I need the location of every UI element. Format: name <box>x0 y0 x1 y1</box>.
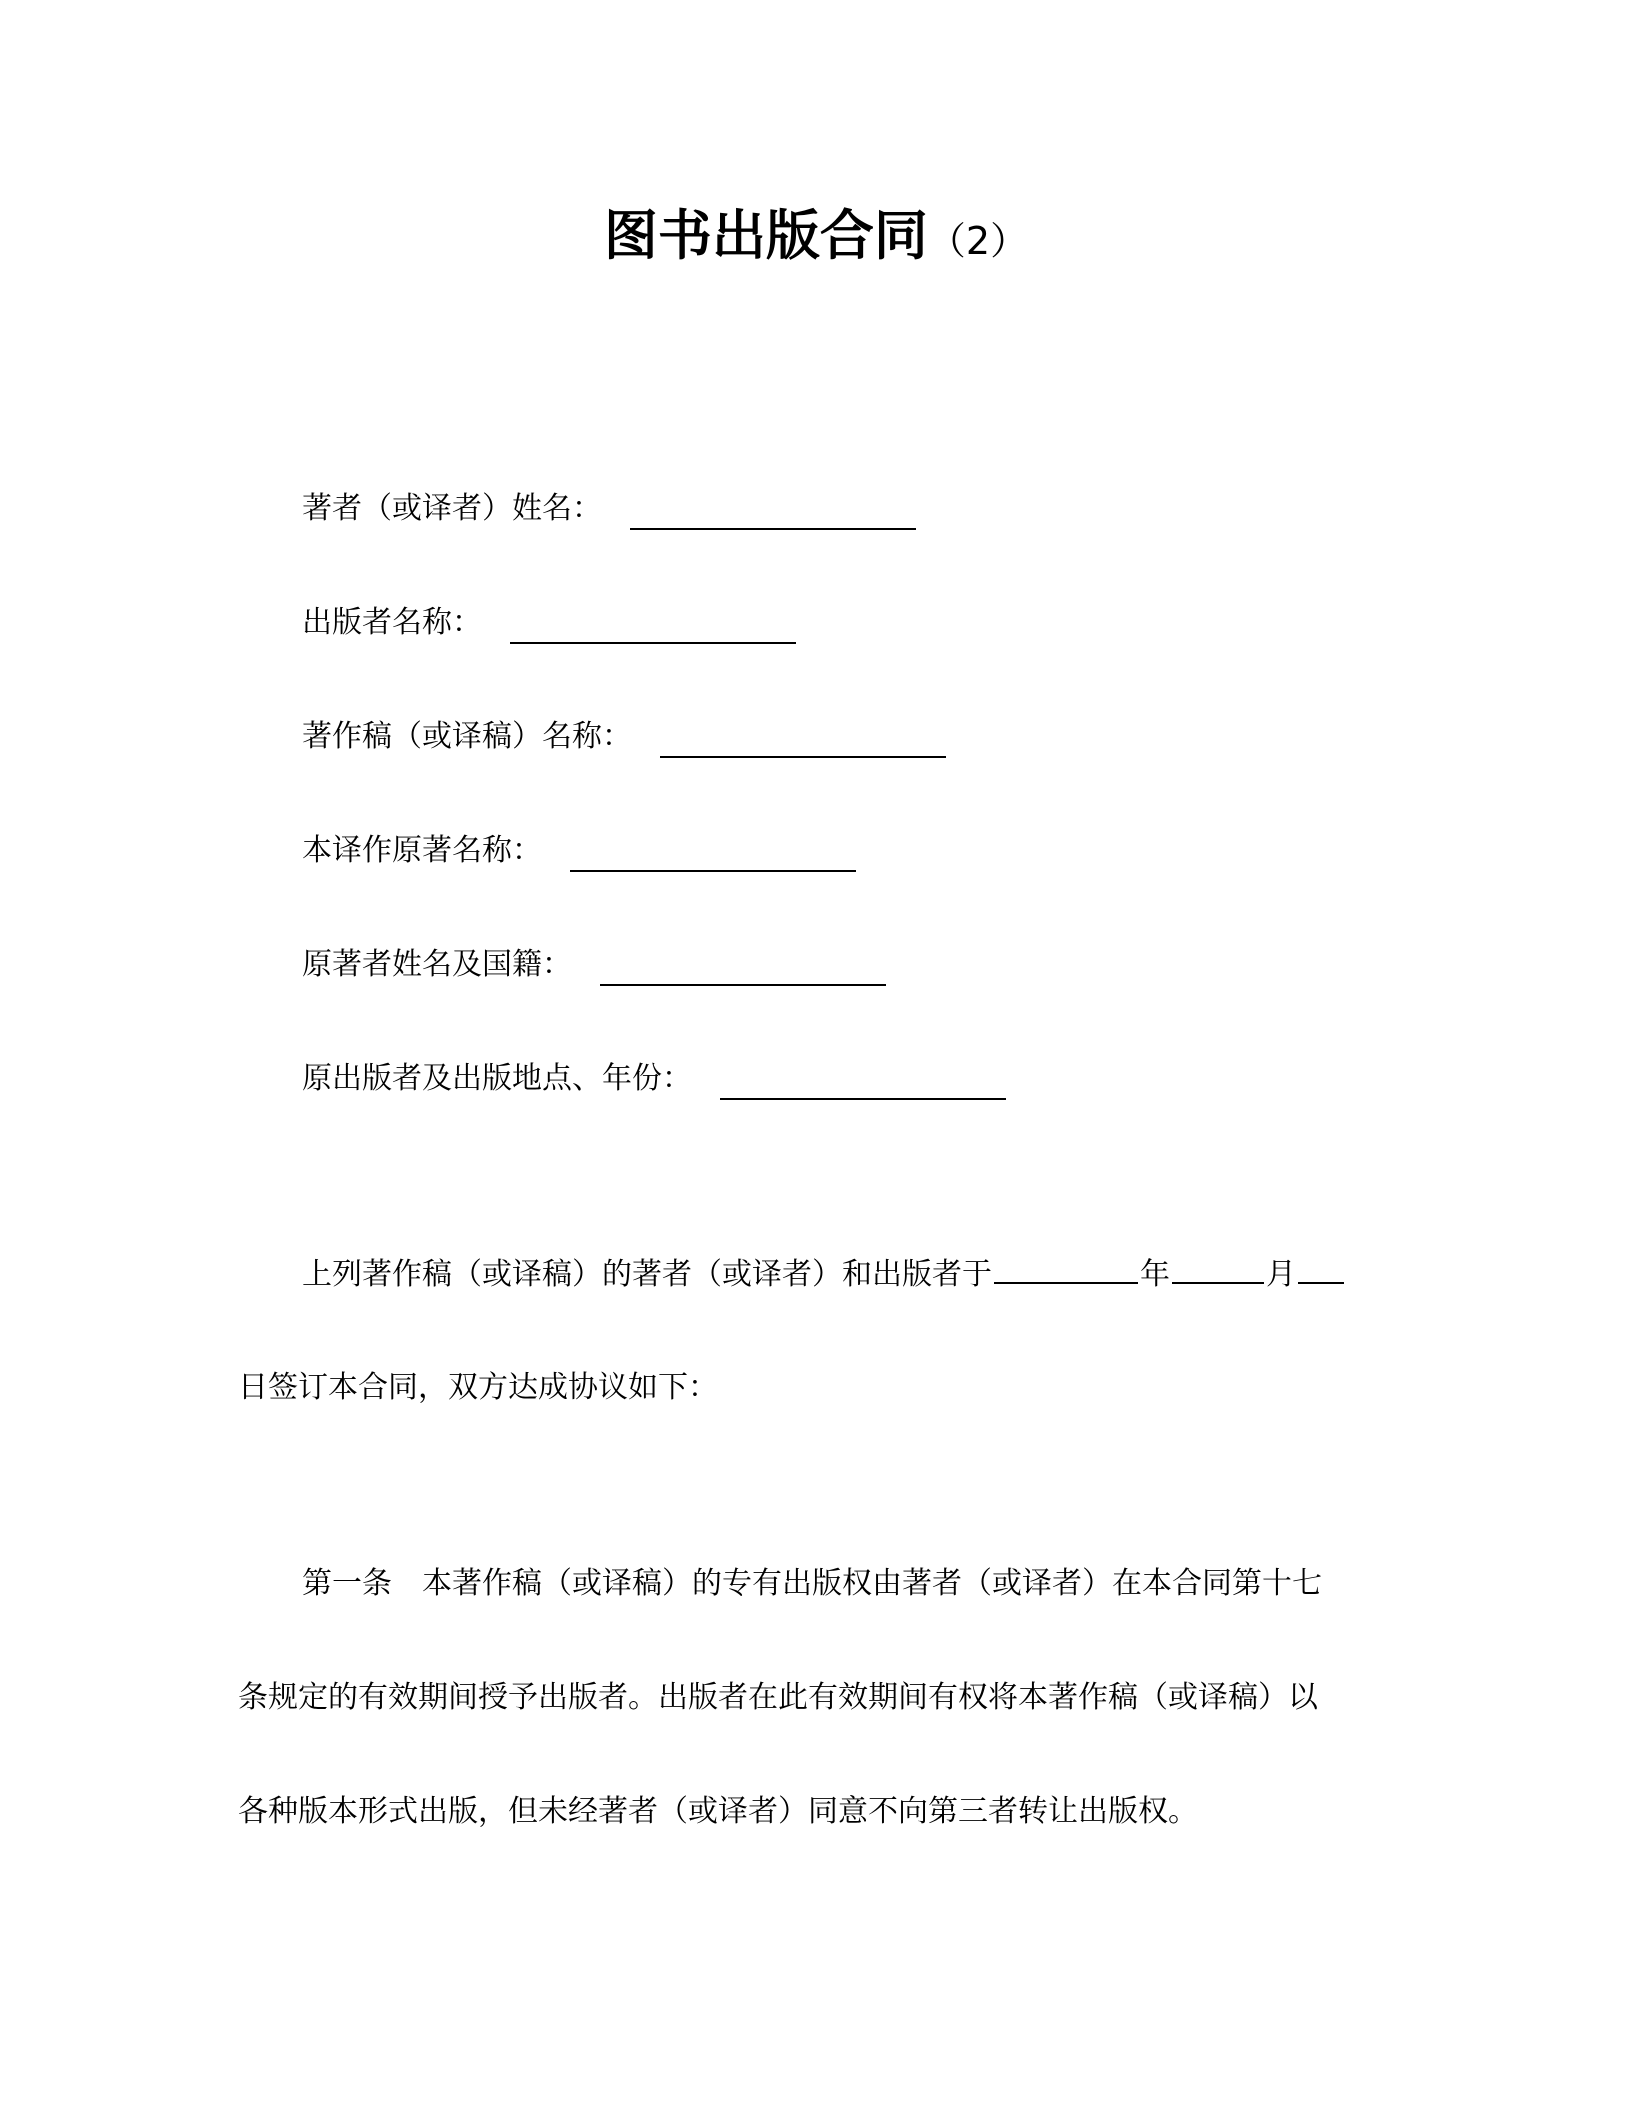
field-publisher-name <box>302 594 796 644</box>
field-label: 著者（或译者）姓名： <box>302 491 602 526</box>
year-blank[interactable] <box>994 1252 1138 1284</box>
field-label: 出版者名称： <box>302 605 482 640</box>
fill-in-blank[interactable] <box>600 980 886 986</box>
field-author-name <box>302 480 916 530</box>
fill-in-blank[interactable] <box>720 1094 1006 1100</box>
title-suffix: （2） <box>927 219 1029 263</box>
fill-in-blank[interactable] <box>630 524 916 530</box>
article-1-line-1 <box>302 1562 1322 1606</box>
field-original-title <box>302 822 856 872</box>
field-manuscript-name <box>302 708 946 758</box>
intro-line-2: 日签订本合同，双方达成协议如下： <box>238 1370 718 1405</box>
article-1-line-2: 条规定的有效期间授予出版者。出版者在此有效期间有权将本著作稿（或译稿）以 <box>238 1680 1318 1715</box>
field-original-author-nationality <box>302 936 886 986</box>
fill-in-blank[interactable] <box>660 752 946 758</box>
article-heading: 第一条 <box>302 1566 392 1601</box>
day-blank[interactable] <box>1298 1252 1344 1284</box>
field-label: 原著者姓名及国籍： <box>302 947 572 982</box>
month-blank[interactable] <box>1172 1252 1264 1284</box>
field-label: 原出版者及出版地点、年份： <box>302 1061 692 1096</box>
field-label: 本译作原著名称： <box>302 833 542 868</box>
document-title <box>0 196 1632 281</box>
title-main: 图书出版合同 <box>603 204 928 267</box>
article-1-line-3: 各种版本形式出版，但未经著者（或译者）同意不向第三者转让出版权。 <box>238 1794 1198 1829</box>
year-label: 年 <box>1140 1257 1170 1292</box>
fill-in-blank[interactable] <box>510 638 796 644</box>
field-label: 著作稿（或译稿）名称： <box>302 719 632 754</box>
month-label: 月 <box>1266 1257 1296 1292</box>
field-original-publisher-place-year <box>302 1050 1006 1100</box>
fill-in-blank[interactable] <box>570 866 856 872</box>
article-text: 本著作稿（或译稿）的专有出版权由著者（或译者）在本合同第十七 <box>422 1566 1322 1601</box>
intro-line-1 <box>302 1252 1346 1296</box>
intro-text: 上列著作稿（或译稿）的著者（或译者）和出版者于 <box>302 1257 992 1292</box>
